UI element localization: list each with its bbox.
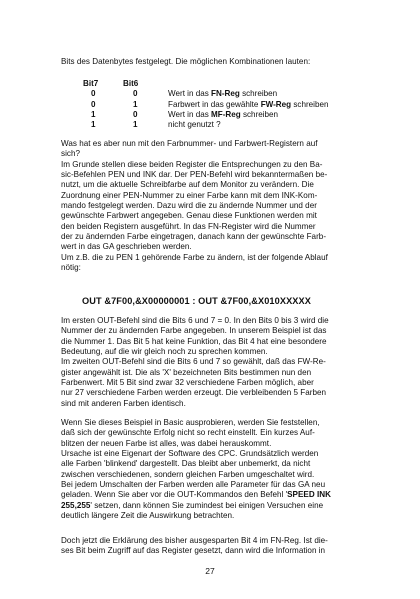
- row-description: Farbwert in das gewählte FW-Reg schreiben: [168, 99, 329, 109]
- bit6-value: 1: [133, 120, 138, 130]
- row-description: Wert in das FN-Reg schreiben: [168, 89, 278, 99]
- paragraph-out-explanation: Im ersten OUT-Befehl sind die Bits 6 und 7 = 0. In den Bits 0 bis 3 wird die Nummer der zu ändernden Farbe angegeben. In unserem Beispiel ist das die Nummer 1. Das Bit 5 hat keine Funktion, das Bit 4 hat eine besondere Bedeutung, auf die wir gleich noch zu sprechen kommen. Im zweiten OUT-Befehl sind die Bits 6 und 7 so gewählt, daß das FW-Re- gister angewählt ist. Die als 'X' bezeichneten Bits bestimmen nun den Farbenwert. Mit 5 Bit sind zwar 32 verschiedene Farben möglich, aber nur 27 verschiedene Farben werden erzeugt. Die verbleibenden 5 Farben sind mit anderen Farben identisch.: [61, 316, 329, 408]
- table-header: [83, 79, 383, 89]
- header-bit6: Bit6: [123, 79, 139, 88]
- intro-text: Bits des Datenbytes festgelegt. Die möglichen Kombinationen lauten:: [61, 57, 311, 66]
- header-bit7: Bit7: [83, 79, 99, 88]
- bit7-value: 1: [91, 110, 96, 120]
- page-number: 27: [205, 566, 215, 576]
- bit6-value: 0: [133, 110, 138, 120]
- paragraph-registers: Was hat es aber nun mit den Farbnummer- und Farbwert-Registern auf sich? Im Grunde stellen diese beiden Register die Entsprechungen zu den Ba- sic-Befehlen PEN und INK dar. Der PEN-Befehl wird bekanntermaßen be- nutzt, um die aktuelle Schreibfarbe auf dem Monitor zu verändern. Die Zuordnung einer PEN-Nummer zu einer Farbe kann mit dem INK-Kom- mando festgelegt werden. Dazu wird die zu ändernde Nummer und der gewünschte Farbwert angegeben. Genau diese Funktionen werden mit den beiden Registern ausgeführt. In das FN-Register wird die Nummer der zu ändernden Farbe eingetragen, danach kann der gewünschte Farb- wert in das GA geschrieben werden. Um z.B. die zu PEN 1 gehörende Farbe zu ändern, ist der folgende Ablauf nötig:: [61, 139, 328, 273]
- paragraph-bit4: Doch jetzt die Erklärung des bisher ausgesparten Bit 4 im FN-Reg. Ist die- ses Bit beim Zugriff auf das Register gesetzt, dann wird die Information in: [61, 536, 328, 556]
- bit6-value: 1: [133, 99, 138, 109]
- row-description: Wert in das MF-Reg schreiben: [168, 110, 279, 120]
- speed-ink-command: SPEED INK 255,255: [61, 490, 331, 510]
- code-example: OUT &7F00,&X00000001 : OUT &7F00,&X010XXXXX: [82, 296, 311, 306]
- table-row: [83, 120, 383, 130]
- bit-combination-table: [83, 79, 383, 131]
- row-description: nicht genutzt ?: [168, 120, 221, 130]
- bit7-value: 0: [91, 89, 96, 99]
- bit7-value: 0: [91, 99, 96, 109]
- paragraph-speed-ink: Wenn Sie dieses Beispiel in Basic ausprobieren, werden Sie feststellen, daß sich der gewünschte Erfolg nicht so recht einstellt. Ein kurzes Auf- blitzen der neuen Farbe ist alles, was dabei herauskommt. Ursache ist eine Eigenart der Software des CPC. Grundsätzlich werden alle Farben 'blinkend' dargestellt. Das bleibt aber unbemerkt, da nicht zwischen verschiedenen, sondern gleichen Farben umgeschaltet wird. Bei jedem Umschalten der Farben werden alle Parameter für das GA neu geladen. Wenn Sie aber vor die OUT-Kommandos den Befehl 'SPEED INK 255,255' setzen, dann können Sie zumindest bei einigen Versuchen eine deutlich längere Zeit die Auswirkung betrachten.: [61, 418, 331, 521]
- bit6-value: 0: [133, 89, 138, 99]
- bit7-value: 1: [91, 120, 96, 130]
- table-row: [83, 89, 383, 99]
- table-row: [83, 110, 383, 120]
- table-row: [83, 100, 383, 110]
